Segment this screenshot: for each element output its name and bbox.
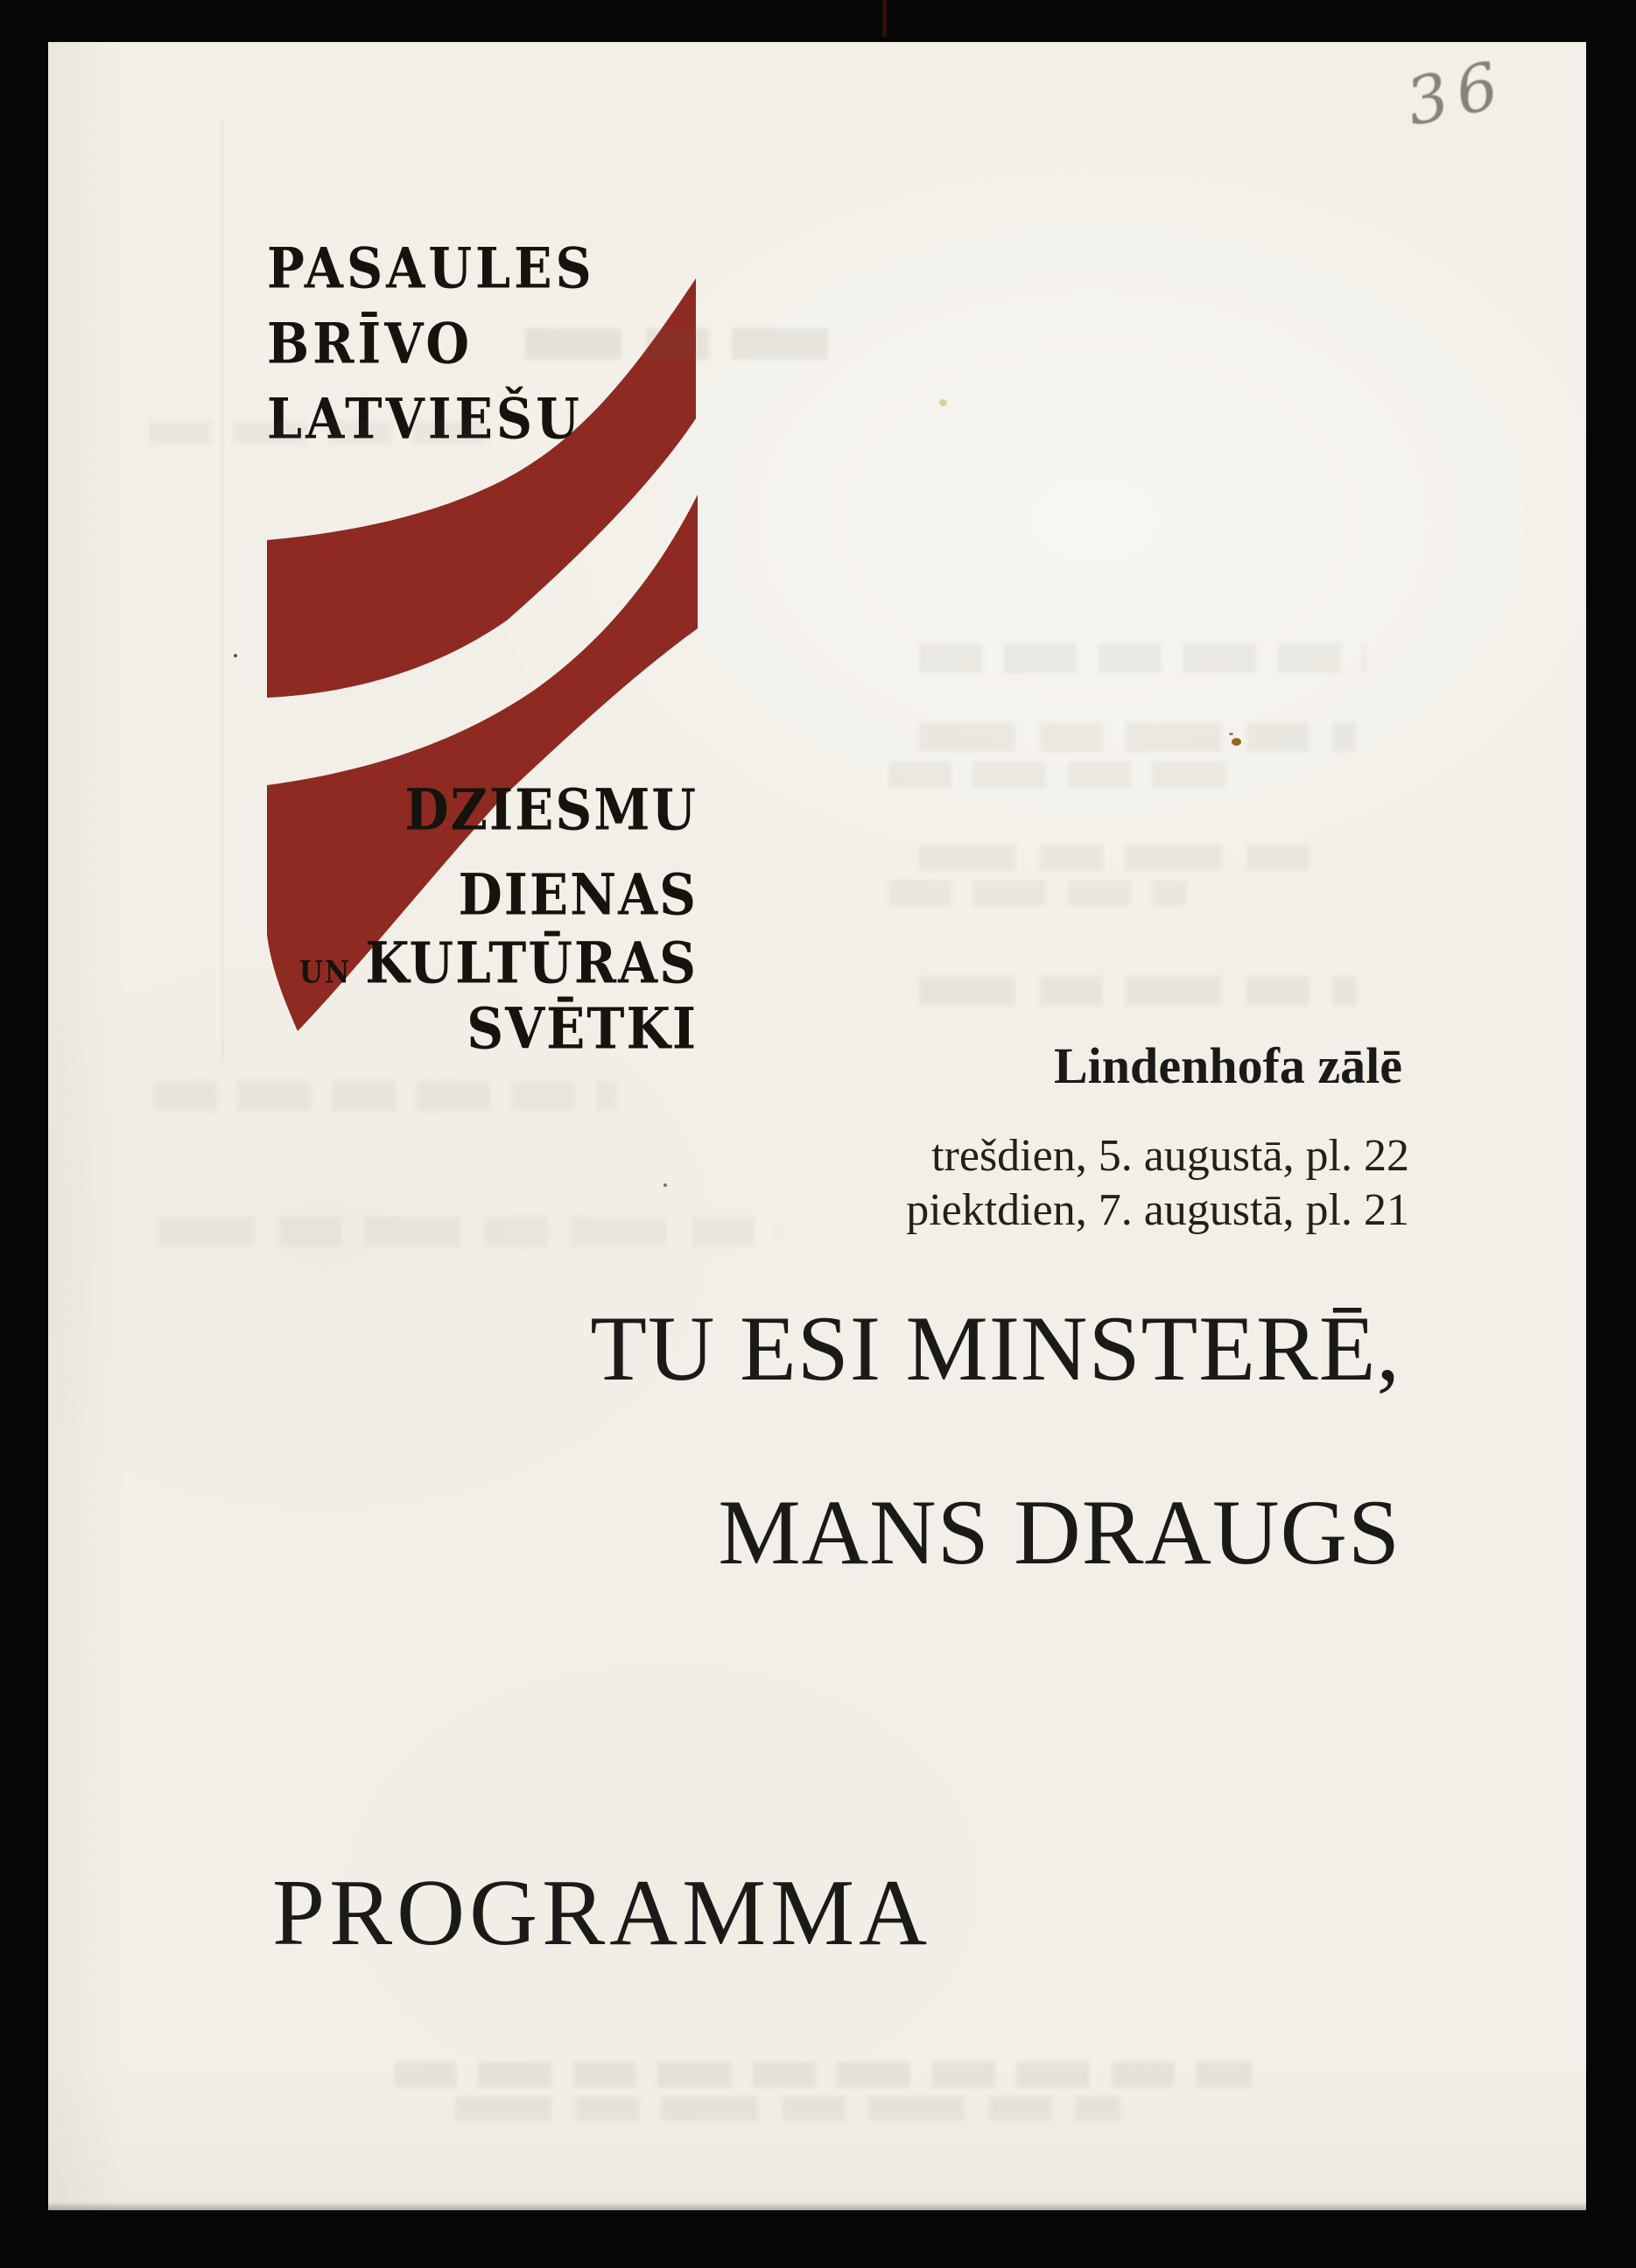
event-name-line-4: SVĒTKI bbox=[467, 995, 698, 1063]
handwritten-number: 36 bbox=[1400, 46, 1513, 141]
event-name-line-2: DIENAS bbox=[458, 861, 698, 929]
show-through-line bbox=[888, 880, 1186, 906]
org-name-line-3: LATVIEŠU bbox=[267, 386, 583, 453]
main-title-line-1: TU ESI MINSTERĒ, bbox=[590, 1297, 1401, 1400]
show-through-line bbox=[394, 2061, 1252, 2088]
programma-label: PROGRAMMA bbox=[272, 1861, 932, 1965]
show-through-line bbox=[919, 722, 1357, 752]
venue-date-1: trešdien, 5. augustā, pl. 22 bbox=[931, 1131, 1409, 1181]
foxing-spot bbox=[939, 399, 947, 406]
org-name-line-1: PASAULES bbox=[267, 235, 595, 302]
show-through-line bbox=[455, 2096, 1120, 2121]
main-title-line-2: MANS DRAUGS bbox=[718, 1481, 1401, 1583]
show-through-line bbox=[919, 976, 1357, 1006]
paper-speck bbox=[664, 1183, 667, 1187]
show-through-line bbox=[888, 762, 1230, 788]
show-through-line bbox=[149, 420, 490, 445]
show-through-line bbox=[153, 1081, 617, 1111]
paper-crease bbox=[221, 121, 223, 1066]
venue-hall: Lindenhofa zālē bbox=[1054, 1037, 1402, 1094]
show-through-line bbox=[919, 845, 1313, 871]
event-conjunction: UN bbox=[298, 955, 352, 991]
foxing-spot bbox=[1232, 738, 1241, 746]
event-name-line-1: DZIESMU bbox=[404, 776, 698, 844]
event-name-line-3-word: KULTŪRAS bbox=[365, 930, 698, 997]
page-bottom-edge bbox=[48, 2202, 1586, 2210]
show-through-line bbox=[158, 1217, 779, 1246]
show-through-line bbox=[525, 328, 832, 360]
org-name-line-2: BRĪVO bbox=[267, 311, 474, 377]
paper-speck bbox=[234, 654, 237, 657]
event-name-line-3 bbox=[299, 930, 698, 996]
scan-artifact-red-streak bbox=[882, 0, 887, 37]
show-through-line bbox=[919, 643, 1366, 673]
venue-date-2: piektdien, 7. augustā, pl. 21 bbox=[906, 1185, 1409, 1235]
program-cover-page bbox=[48, 42, 1586, 2210]
